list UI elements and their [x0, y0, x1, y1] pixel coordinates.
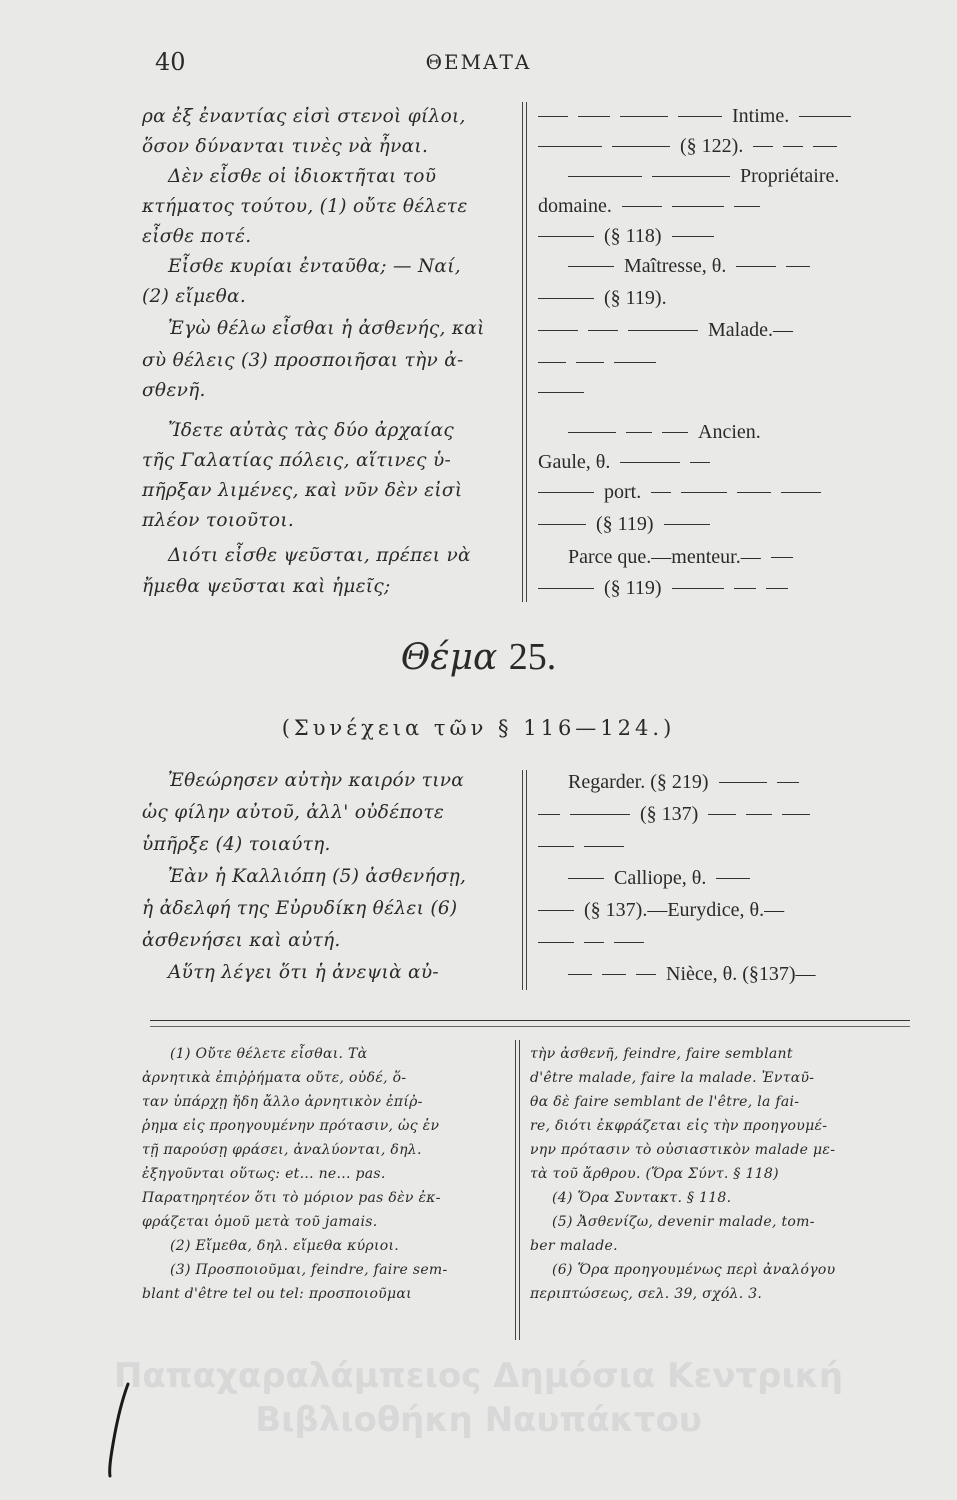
column-separator-mid — [522, 770, 527, 990]
greek-line: ἡ ἀδελφή της Εὐρυδίκη θέλει (6) — [142, 898, 458, 919]
greek-line: ρα ἐξ ἐναντίας εἰσὶ στενοὶ φίλοι, — [142, 106, 466, 127]
greek-line: Ἐθεώρησεν αὐτὴν καιρόν τινα — [168, 770, 465, 791]
french-line — [568, 164, 839, 188]
french-line — [538, 318, 793, 342]
greek-line: πλέον τοιοῦτοι. — [142, 510, 295, 531]
french-line — [568, 545, 793, 569]
french-line — [538, 286, 667, 310]
exercise-subtitle: (Συνέχεια τῶν § 116—124.) — [281, 716, 676, 740]
footnote-line: (6) Ὅρα προηγουμένως περὶ ἀναλόγου — [552, 1262, 836, 1278]
page-number: 40 — [155, 48, 186, 76]
french-line — [538, 480, 821, 504]
footnote-line: Παρατηρητέον ὅτι τὸ μόριον pas δὲν ἐκ- — [142, 1190, 441, 1206]
greek-line: εἶσθε ποτέ. — [142, 226, 252, 247]
french-line — [538, 802, 810, 826]
footnote-line: τὴν ἀσθενῆ, feindre, faire semblant — [530, 1046, 793, 1062]
vocab-word: Ancien. — [698, 420, 761, 443]
footnote-line: (1) Οὔτε θέλετε εἶσθαι. Τὰ — [170, 1046, 368, 1062]
french-line — [538, 834, 624, 858]
exercise-heading-word: Θέμα — [400, 637, 498, 678]
footnote-line: (4) Ὅρα Συντακτ. § 118. — [552, 1190, 732, 1206]
running-title: ΘΕΜΑΤΑ — [425, 50, 532, 74]
french-line — [568, 770, 799, 794]
french-line — [568, 962, 816, 986]
vocab-word: Malade.— — [708, 318, 793, 341]
french-line — [568, 420, 761, 444]
greek-line: Ἐὰν ἡ Καλλιόπη (5) ἀσθενήσῃ, — [168, 866, 467, 887]
french-line — [538, 898, 784, 922]
french-line — [568, 254, 810, 278]
greek-line: (2) εἴμεθα. — [142, 286, 247, 307]
vocab-word: Gaule, θ. — [538, 450, 611, 473]
column-separator-top — [522, 102, 527, 602]
footnote-line: τῇ παρούσῃ φράσει, ἀναλύονται, δηλ. — [142, 1142, 422, 1158]
handwritten-stroke-mark — [98, 1380, 138, 1480]
footnote-rule — [150, 1020, 910, 1021]
footnote-rule-thin — [150, 1026, 910, 1027]
footnote-column-separator — [515, 1040, 520, 1340]
exercise-heading — [0, 635, 957, 679]
footnote-line: θα δὲ faire semblant de l'être, la fai- — [530, 1094, 800, 1110]
vocab-word: port. — [604, 480, 642, 503]
section-ref: (§ 137) — [640, 802, 699, 825]
greek-line: σὺ θέλεις (3) προσποιῆσαι τὴν ἀ- — [142, 350, 464, 371]
greek-line: ὡς φίλην αὐτοῦ, ἀλλ' οὐδέποτε — [142, 802, 445, 823]
french-line — [538, 350, 656, 374]
french-line — [538, 512, 710, 536]
footnote-line: περιπτώσεως, σελ. 39, σχόλ. 3. — [530, 1286, 763, 1302]
footnote-line: ber malade. — [530, 1238, 618, 1254]
library-watermark-line: Παπαχαραλάμπειος Δημόσια Κεντρική — [113, 1356, 844, 1396]
greek-line: Ἐγὼ θέλω εἶσθαι ἡ ἀσθενής, καὶ — [168, 318, 485, 339]
footnote-line: blant d'être tel ou tel: προσποιοῦμαι — [142, 1286, 412, 1302]
footnote-line: (5) Ἀσθενίζω, devenir malade, tom- — [552, 1214, 815, 1230]
library-watermark-line: Βιβλιοθήκη Ναυπάκτου — [255, 1400, 702, 1440]
exercise-number: 25. — [508, 636, 557, 678]
footnote-line: φράζεται ὁμοῦ μετὰ τοῦ jamais. — [142, 1214, 378, 1230]
greek-line: Ἴδετε αὐτὰς τὰς δύο ἀρχαίας — [168, 420, 455, 441]
footnote-line: ταν ὑπάρχῃ ἤδη ἄλλο ἀρνητικὸν ἐπίῤ- — [142, 1094, 423, 1110]
french-line — [538, 194, 760, 218]
vocab-word: Regarder. (§ 219) — [568, 770, 709, 793]
vocab-word: Parce que.—menteur.— — [568, 545, 761, 568]
vocab-word: Intime. — [732, 104, 790, 127]
french-line — [538, 930, 644, 954]
greek-line: ὑπῆρξε (4) τοιαύτη. — [142, 834, 331, 855]
section-ref: (§ 122). — [680, 134, 744, 157]
footnote-line: re, διότι ἐκφράζεται εἰς τὴν προηγουμέ- — [530, 1118, 828, 1134]
section-ref: (§ 119) — [604, 576, 662, 599]
vocab-word: Calliope, θ. — [614, 866, 707, 889]
french-line — [538, 380, 584, 404]
greek-line: ἤμεθα ψεῦσται καὶ ἡμεῖς; — [142, 576, 391, 597]
greek-line: Δὲν εἶσθε οἱ ἰδιοκτῆται τοῦ — [168, 166, 437, 187]
footnote-line: ῥημα εἰς προηγουμένην πρότασιν, ὡς ἐν — [142, 1118, 440, 1134]
greek-line: κτήματος τούτου, (1) οὔτε θέλετε — [142, 196, 468, 217]
french-line — [538, 104, 851, 128]
running-head — [0, 40, 957, 80]
section-ref: (§ 119). — [604, 286, 667, 309]
vocab-word: Maîtresse, θ. — [624, 254, 727, 277]
vocab-word: Propriétaire. — [740, 164, 840, 187]
french-line — [538, 224, 714, 248]
section-ref: (§ 137).—Eurydice, θ.— — [584, 898, 785, 921]
section-ref: (§ 119) — [596, 512, 654, 535]
footnote-line: ἐξηγοῦνται οὕτως: et... ne... pas. — [142, 1166, 386, 1182]
footnote-line: (2) Εἴμεθα, δηλ. εἴμεθα κύριοι. — [170, 1238, 399, 1254]
greek-line: Εἶσθε κυρίαι ἐνταῦθα; — Ναί, — [168, 256, 461, 277]
vocab-word: Nièce, θ. (§137)— — [666, 962, 816, 985]
french-line — [538, 134, 837, 158]
greek-line: σθενῆ. — [142, 380, 206, 401]
vocab-word: domaine. — [538, 194, 612, 217]
greek-line: Αὕτη λέγει ὅτι ἡ ἀνεψιὰ αὐ- — [168, 962, 439, 983]
greek-line: τῆς Γαλατίας πόλεις, αἵτινες ὑ- — [142, 450, 452, 471]
french-line — [538, 576, 788, 600]
greek-line: πῆρξαν λιμένες, καὶ νῦν δὲν εἰσὶ — [142, 480, 463, 501]
footnote-line: d'être malade, faire la malade. Ἐνταῦ- — [530, 1070, 815, 1086]
section-ref: (§ 118) — [604, 224, 662, 247]
footnote-line: νην πρότασιν τὸ οὐσιαστικὸν malade με- — [530, 1142, 836, 1158]
greek-line: ἀσθενήσει καὶ αὐτή. — [142, 930, 341, 951]
footnote-line: (3) Προσποιοῦμαι, feindre, faire sem- — [170, 1262, 448, 1278]
greek-line: Διότι εἶσθε ψεῦσται, πρέπει νὰ — [168, 545, 471, 566]
footnote-line: τὰ τοῦ ἄρθρου. (Ὅρα Σύντ. § 118) — [530, 1166, 779, 1182]
greek-line: ὅσον δύνανται τινὲς νὰ ἦναι. — [142, 136, 429, 157]
footnote-line: ἀρνητικὰ ἐπιῤῥήματα οὔτε, οὐδέ, ὅ- — [142, 1070, 407, 1086]
french-line — [538, 450, 710, 474]
french-line — [568, 866, 750, 890]
